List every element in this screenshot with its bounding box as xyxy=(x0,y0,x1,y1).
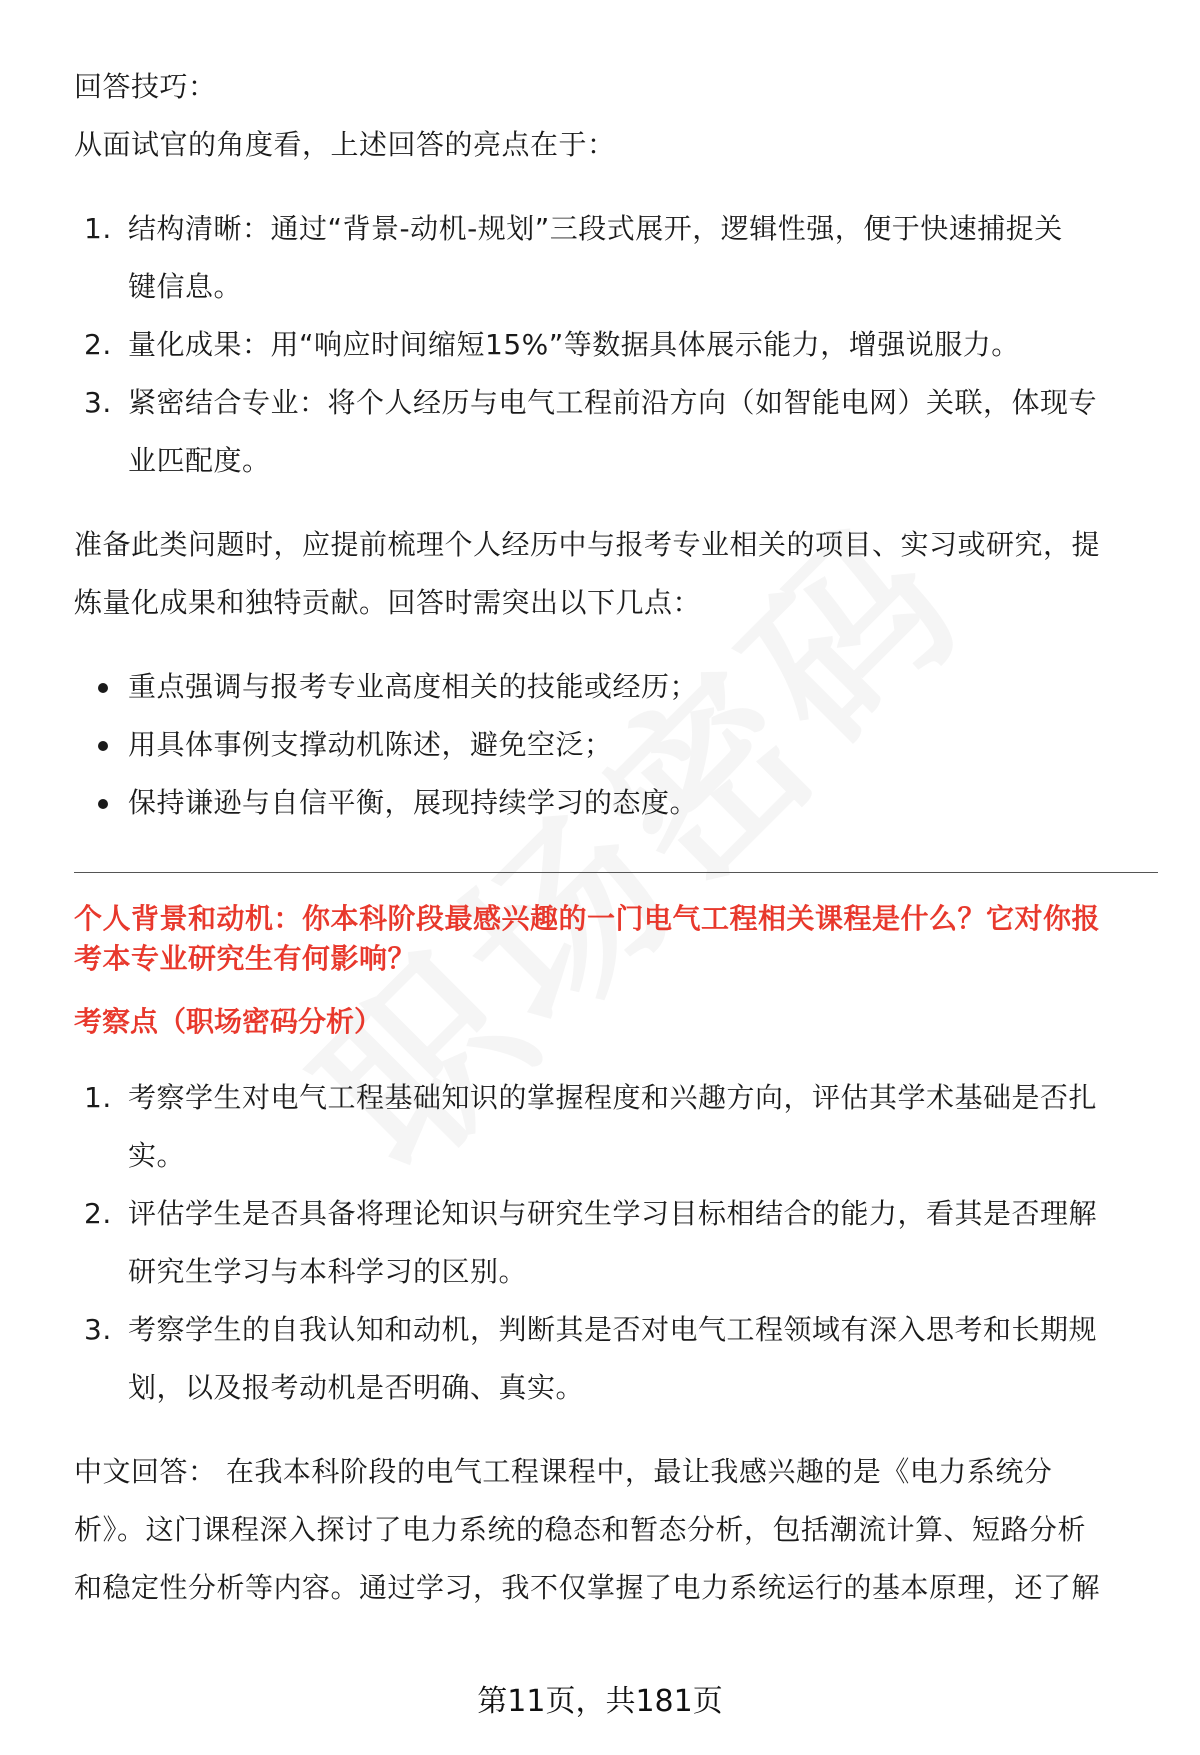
list-text: 紧密结合专业：将个人经历与电气工程前沿方向（如智能电网）关联，体现专 xyxy=(128,386,1098,419)
list-item xyxy=(74,658,1144,716)
question-line: 个人背景和动机：你本科阶段最感兴趣的一门电气工程相关课程是什么？它对你报 xyxy=(74,902,1101,935)
bullet-icon xyxy=(98,741,108,751)
assess-list xyxy=(74,1069,1144,1417)
prep-paragraph xyxy=(74,516,1144,632)
list-text: 结构清晰：通过“背景-动机-规划”三段式展开，逻辑性强，便于快速捕捉关 xyxy=(128,212,1063,245)
list-number: 1. xyxy=(84,212,112,245)
list-number: 2. xyxy=(84,328,112,361)
highlights-list xyxy=(74,200,1144,490)
page-number-footer: 第11页，共181页 xyxy=(477,1684,723,1719)
list-number: 1. xyxy=(84,1081,112,1114)
list-number: 3. xyxy=(84,386,112,419)
assess-heading: 考察点（职场密码分析） xyxy=(74,1005,383,1038)
list-text: 考察学生对电气工程基础知识的掌握程度和兴趣方向，评估其学术基础是否扎 xyxy=(128,1081,1098,1114)
question-heading xyxy=(74,899,1144,979)
bullet-icon xyxy=(98,683,108,693)
tips-intro: 从面试官的角度看，上述回答的亮点在于： xyxy=(74,128,616,161)
list-item xyxy=(74,1185,1144,1301)
tips-label: 回答技巧： xyxy=(74,70,217,103)
list-item xyxy=(74,716,1144,774)
prep-line: 炼量化成果和独特贡献。回答时需突出以下几点： xyxy=(74,586,702,619)
list-text: 研究生学习与本科学习的区别。 xyxy=(128,1255,528,1288)
list-item xyxy=(74,200,1144,316)
list-text: 考察学生的自我认知和动机，判断其是否对电气工程领域有深入思考和长期规 xyxy=(128,1313,1098,1346)
list-item xyxy=(74,374,1144,490)
answer-line: 析》。这门课程深入探讨了电力系统的稳态和暂态分析，包括潮流计算、短路分析 xyxy=(74,1513,1087,1546)
list-number: 3. xyxy=(84,1313,112,1346)
list-number: 2. xyxy=(84,1197,112,1230)
list-item xyxy=(74,1301,1144,1417)
list-text: 划，以及报考动机是否明确、真实。 xyxy=(128,1371,585,1404)
section-divider xyxy=(74,872,1158,873)
points-list xyxy=(74,658,1144,832)
answer-paragraph xyxy=(74,1443,1144,1617)
list-text: 保持谦逊与自信平衡，展现持续学习的态度。 xyxy=(128,786,699,819)
list-text: 重点强调与报考专业高度相关的技能或经历； xyxy=(128,670,699,703)
list-text: 评估学生是否具备将理论知识与研究生学习目标相结合的能力，看其是否理解 xyxy=(128,1197,1098,1230)
list-item xyxy=(74,774,1144,832)
list-text: 量化成果：用“响应时间缩短15%”等数据具体展示能力，增强说服力。 xyxy=(128,328,1020,361)
question-line: 考本专业研究生有何影响？ xyxy=(74,942,417,975)
document-page xyxy=(74,58,1144,1617)
list-text: 业匹配度。 xyxy=(128,444,271,477)
list-text: 用具体事例支撑动机陈述，避免空泛； xyxy=(128,728,613,761)
bullet-icon xyxy=(98,799,108,809)
answer-line: 中文回答： 在我本科阶段的电气工程课程中，最让我感兴趣的是《电力系统分 xyxy=(74,1455,1053,1488)
list-item xyxy=(74,1069,1144,1185)
answer-line: 和稳定性分析等内容。通过学习，我不仅掌握了电力系统运行的基本原理，还了解 xyxy=(74,1571,1101,1604)
list-item xyxy=(74,316,1144,374)
list-text: 实。 xyxy=(128,1139,186,1172)
prep-line: 准备此类问题时，应提前梳理个人经历中与报考专业相关的项目、实习或研究，提 xyxy=(74,528,1101,561)
list-text: 键信息。 xyxy=(128,270,243,303)
